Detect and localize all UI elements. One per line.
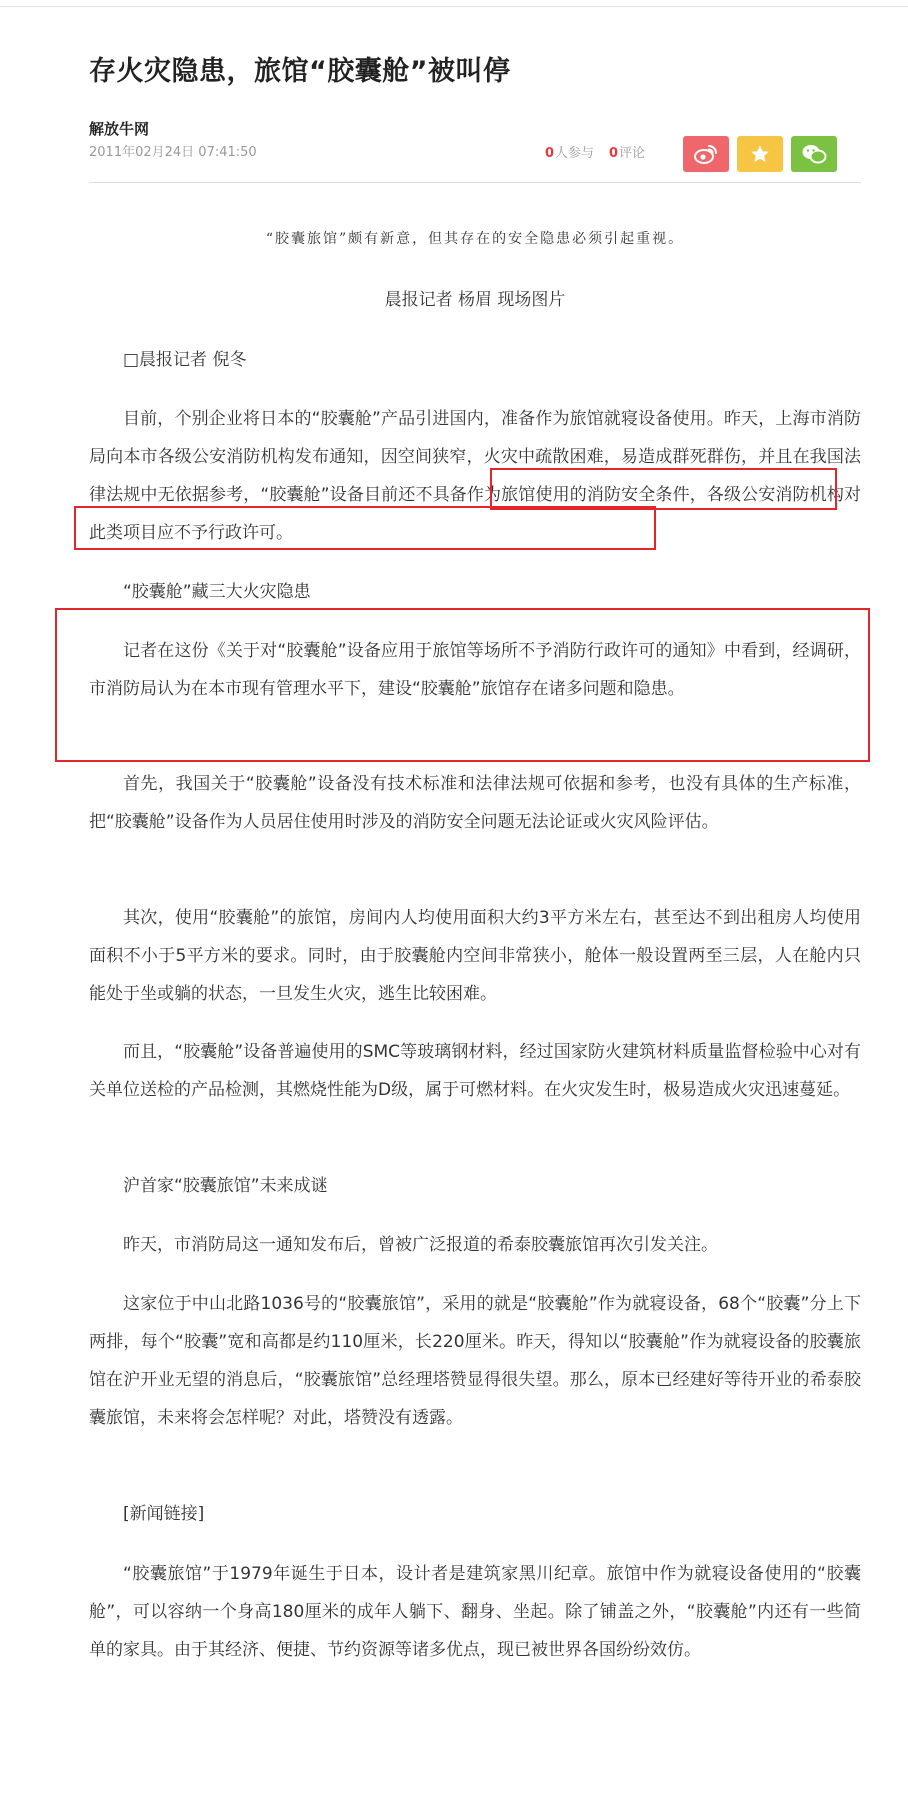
comments-count: 0 (609, 146, 619, 161)
participants-label: 人参与 (555, 146, 595, 161)
highlight-box (490, 468, 837, 510)
section-heading: 沪首家“胶囊旅馆”未来成谜 (123, 1176, 328, 1196)
section-heading: “胶囊舱”藏三大火灾隐患 (123, 582, 311, 602)
star-icon (750, 144, 770, 164)
comments-label: 评论 (619, 146, 646, 161)
header-divider (89, 182, 861, 183)
participants-count: 0 (545, 146, 555, 161)
top-border (0, 0, 908, 7)
article-source: 解放牛网 (89, 120, 150, 138)
highlight-box (74, 506, 656, 550)
article-datetime: 2011年02月24日 07:41:50 (89, 145, 257, 160)
paragraph: 目前，个别企业将日本的“胶囊舱”产品引进国内，准备作为旅馆就寝设备使用。昨天，上海市消防局向本市各级公安消防机构发布通知，因空间狭窄，火灾中疏散困难，易造成群死群伤，并且在我国法律法规中无依据参考，“胶囊舱”设备目前还不具备作为旅馆使用的消防安全条件，各级公安消防机构对此类项目应不予行政许可。 (89, 409, 861, 543)
image-caption: “胶囊旅馆”颇有新意，但其存在的安全隐患必须引起重视。 (265, 231, 685, 247)
comments-link[interactable] (609, 144, 645, 164)
paragraph: 首先，我国关于“胶囊舱”设备没有技术标准和法律法规可依据和参考，也没有具体的生产标准，把“胶囊舱”设备作为人员居住使用时涉及的消防安全问题无法论证或火灾风险评估。 (89, 774, 861, 832)
photo-credit: 晨报记者 杨眉 现场图片 (384, 290, 566, 310)
reporter-byline: □晨报记者 倪冬 (123, 350, 247, 370)
favorite-button[interactable] (737, 136, 783, 172)
news-link-label: [新闻链接] (123, 1504, 205, 1524)
article-title: 存火灾隐患，旅馆“胶囊舱”被叫停 (89, 56, 511, 87)
paragraph: 而且，“胶囊舱”设备普遍使用的SMC等玻璃钢材料，经过国家防火建筑材料质量监督检验中心对有关单位送检的产品检测，其燃烧性能为D级，属于可燃材料。在火灾发生时，极易造成火灾迅速蔓延。 (89, 1042, 861, 1100)
paragraph: 记者在这份《关于对“胶囊舱”设备应用于旅馆等场所不予消防行政许可的通知》中看到，经调研，市消防局认为在本市现有管理水平下，建设“胶囊舱”旅馆存在诸多问题和隐患。 (89, 641, 861, 699)
weibo-icon (694, 144, 718, 164)
paragraph: 这家位于中山北路1036号的“胶囊旅馆”，采用的就是“胶囊舱”作为就寝设备，68个“胶囊”分上下两排，每个“胶囊”宽和高都是约110厘米，长220厘米。昨天，得知以“胶囊舱”作为就寝设备的胶囊旅馆在沪开业无望的消息后，“胶囊旅馆”总经理塔赞显得很失望。那么，原本已经建好等待开业的希泰胶囊旅馆，未来将会怎样呢？对此，塔赞没有透露。 (89, 1294, 861, 1428)
share-wechat-button[interactable] (791, 136, 837, 172)
paragraph: 昨天，市消防局这一通知发布后，曾被广泛报道的希泰胶囊旅馆再次引发关注。 (123, 1235, 718, 1255)
participants-link[interactable] (545, 144, 594, 164)
paragraph: “胶囊旅馆”于1979年诞生于日本，设计者是建筑家黑川纪章。旅馆中作为就寝设备使用的“胶囊舱”，可以容纳一个身高180厘米的成年人躺下、翻身、坐起。除了铺盖之外，“胶囊舱”内还有一些简单的家具。由于其经济、便捷、节约资源等诸多优点，现已被世界各国纷纷效仿。 (89, 1564, 861, 1660)
paragraph: 其次，使用“胶囊舱”的旅馆，房间内人均使用面积大约3平方米左右，甚至达不到出租房人均使用面积不小于5平方米的要求。同时，由于胶囊舱内空间非常狭小，舱体一般设置两至三层，人在舱内只能处于坐或躺的状态，一旦发生火灾，逃生比较困难。 (89, 908, 861, 1004)
wechat-icon (801, 143, 827, 165)
share-weibo-button[interactable] (683, 136, 729, 172)
highlight-box (55, 608, 870, 762)
